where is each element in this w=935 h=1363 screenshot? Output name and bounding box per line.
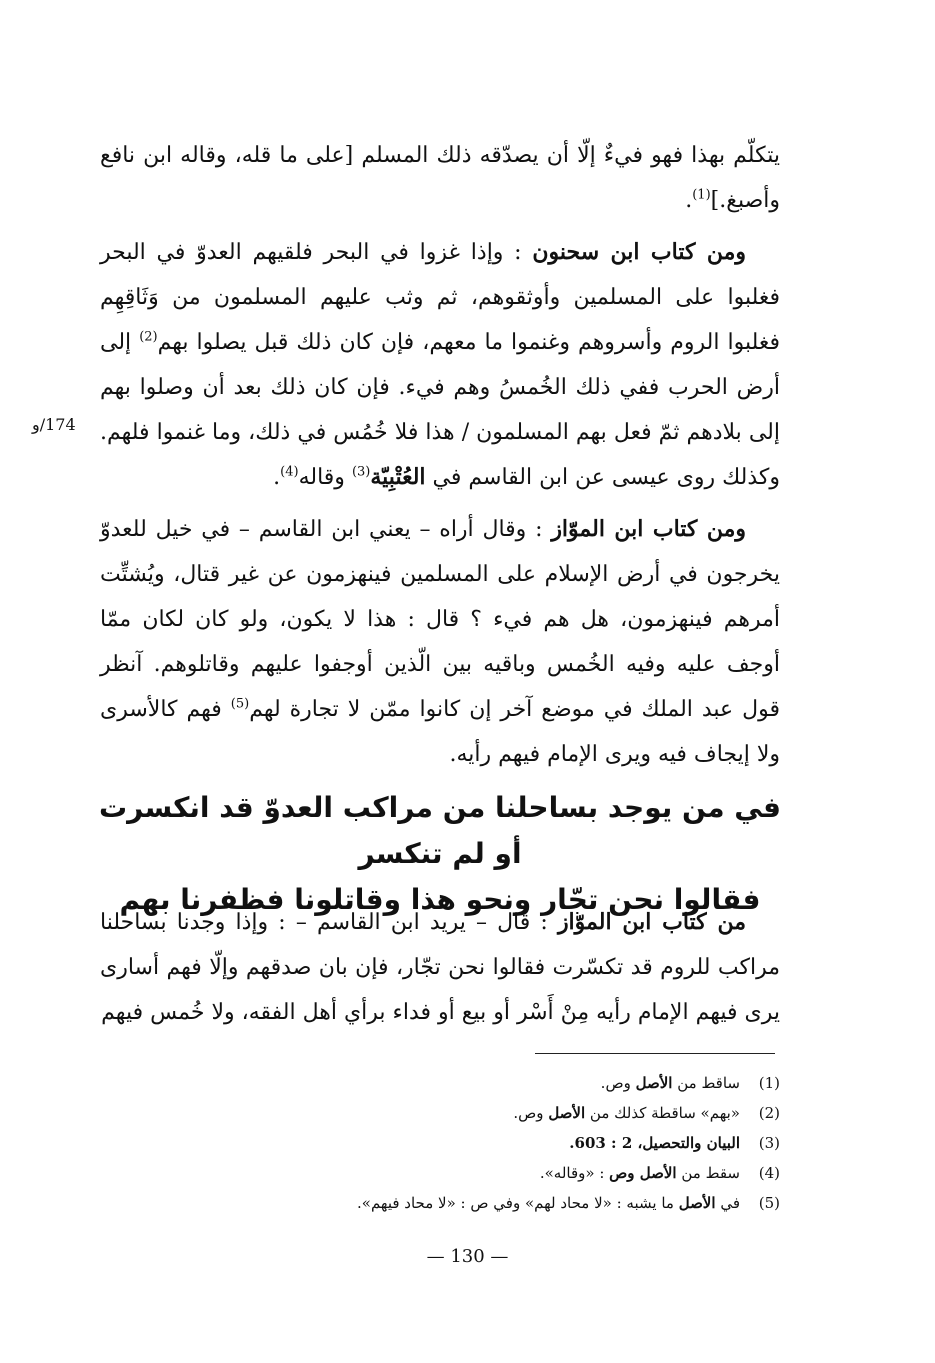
paragraph-ibn-sahnun [100,230,780,500]
footnote-ref: (1) [692,187,711,203]
paragraph-ibn-al-mawwaz [100,507,780,777]
paragraph-text: وقاله [298,465,345,490]
footnote-item [250,1098,780,1128]
footnotes [250,1068,780,1218]
footnote-number: (2) [758,1104,780,1122]
paragraph-text: : وقال أراه – يعني ابن القاسم – في خيل للعدوّ يخرجون في أرض الإسلام على المسلمين فينهزمون عن غير قتال، ويُشتِّت أمرهم فينهزمون، هل هم فيء ؟ قال : هذا لا يكون، ولو كان لكان ممّا أوجف عليه وفيه الخُمس وباقيه بين الّذين أوجفوا عليهم وقاتلوهم. آنظر قول عبد الملك في موضع آخر إن كانوا ممّن لا تجارة لهم [100,517,781,722]
footnote-ref: (3) [351,464,371,480]
footnote-ref: (4) [280,464,299,480]
paragraph-continuation [100,133,780,223]
source-title: من كتاب ابن الموّاز [557,909,746,935]
paragraph-text: يتكلّم بهذا فهو فيءٌ إلّا أن يصدّقه ذلك المسلم [على ما قله، وقاله ابن نافع وأصبغ.] [100,143,780,213]
footnote-text: «بهم» ساقطة كذلك من الأصل وص. [513,1104,740,1122]
footnote-number: (3) [758,1134,780,1152]
paragraph-text: : وإذا غزوا في البحر فلقيهم العدوّ في البحر فغلبوا على المسلمين وأوثقوهم، ثم وثب عليهم المسلمون من وَثَاقِهِم فغلبوا الروم وأسروهم وغنموا ما معهم، فإن كان ذلك قبل يصلوا بهم [100,240,780,355]
heading-line-2: فقالوا نحن تجّار ونحو هذا وقاتلونا فظفرنا بهم [119,883,761,916]
heading-line-1: في من يوجد بساحلنا من مراكب العدوّ قد انكسرت أو لم تنكسر [99,791,781,870]
footnote-number: (5) [758,1194,780,1212]
footnote-number: (1) [758,1074,780,1092]
source-title: ومن كتاب ابن سحنون [532,239,746,265]
footnote-text: سقط من الأصل وص : «وقاله». [539,1164,740,1182]
footnote-item [250,1188,780,1218]
footnote-item [250,1068,780,1098]
footnote-item [250,1158,780,1188]
paragraph-end: . [685,188,693,213]
folio-margin-note: 174/و [32,415,76,434]
page-number: — 130 — [426,1246,509,1267]
footnote-text: ساقط من الأصل وص. [600,1074,740,1092]
paragraph-end: . [273,465,281,490]
paragraph-text: : قال – يريد ابن القاسم – : وإذا وجدنا بساحلنا مراكب للروم قد تكسّرت فقالوا نحن تجّار، فإن بان صدقهم وإلّا فهم أسارى يرى فيهم الإمام رأيه مِنْ أَسْر أو بيع أو فداء برأي أهل الفقه، ولا خُمس فيهم [100,910,780,1025]
main-text-block-2 [100,900,780,1035]
paragraph-text: فهم كالأسرى ولا إيجاف فيه ويرى الإمام فيهم رأيه. [100,697,780,767]
footnote-item [250,1128,780,1158]
footnote-rule [535,1053,775,1054]
paragraph-section-body [100,900,780,1035]
footnote-number: (4) [758,1164,780,1182]
paragraph-text: إلى أرض الحرب ففي ذلك الخُمسُ وهم فيء. فإن كان ذلك بعد أن وصلوا بهم إلى بلادهم ثمّ فعل بهم المسلمون / هذا فلا خُمُس في ذلك، وما غنموا فلهم. وكذلك روى عيسى عن ابن القاسم في [100,330,780,490]
footnote-text: البيان والتحصيل، 2 : 603. [569,1134,740,1152]
footnote-ref: (2) [139,329,158,345]
footnote-ref: (5) [230,696,250,712]
main-text-block-1 [100,133,780,777]
source-title: العُتْبِيّة [370,464,426,490]
footnote-text: في الأصل ما يشبه : «لا محاد لهم» وفي ص : «لا محاد فيهم». [357,1194,740,1212]
source-title: ومن كتاب ابن الموّاز [551,516,746,542]
